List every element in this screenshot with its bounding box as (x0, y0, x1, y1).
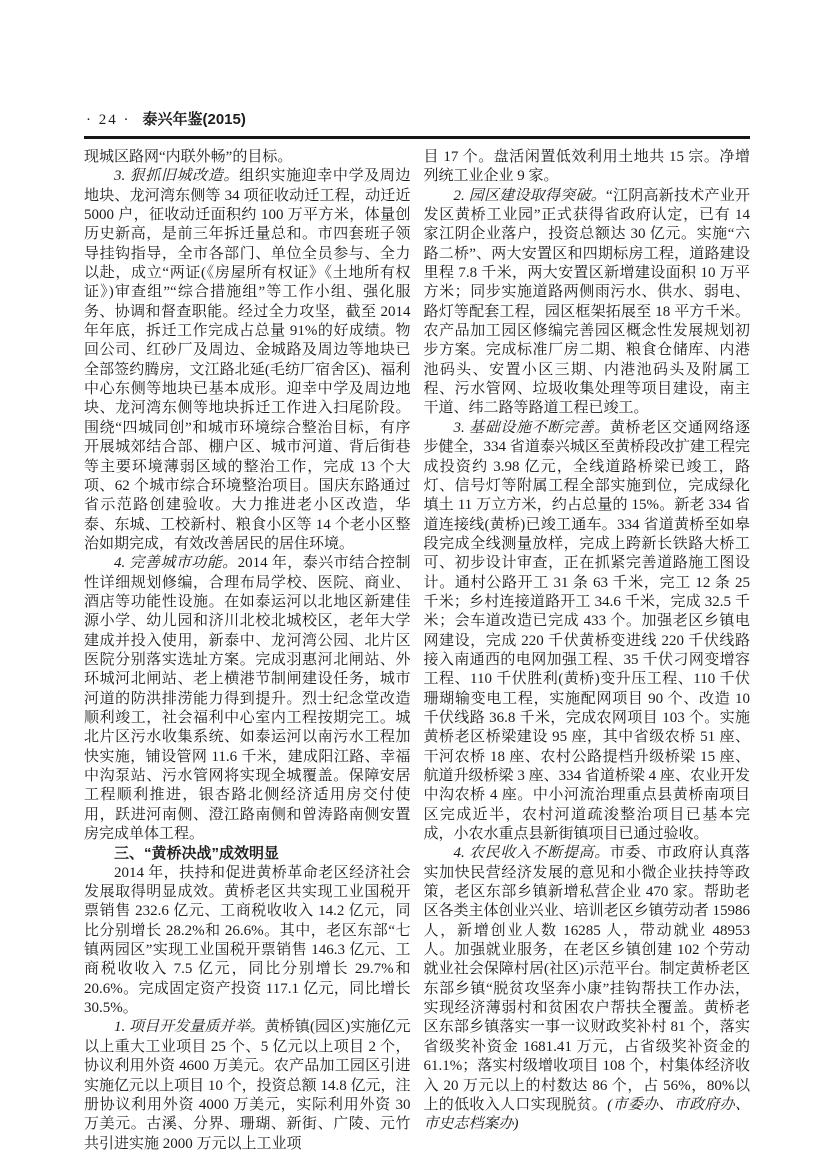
page-number: · 24 · (86, 112, 131, 128)
paragraph-lead: 1. 项目开发量质并举。 (114, 1019, 265, 1036)
book-title: 泰兴年鉴(2015) (142, 111, 246, 128)
paragraph-text: 2014 年，扶持和促进黄桥革命老区经济社会发展取得明显成效。黄桥老区共实现工业国税开票销售 232.6 亿元、工商税收收入 14.2 亿元，同比分别增长 28.2%和 26.6%。其中，老区东部“七镇两园区”实现工业国税开票销售 146.3 亿元、工商税收收入 7.5 亿元，同比分别增长 29.7%和 20.6%。完成固定资产投资 117.1 亿元，同比增长 30.5%。 (84, 864, 411, 1017)
paragraph-text: 黄桥镇(园区)实施亿元以上重大工业项目 25 个、5 亿元以上项目 2 个，协议利用外资 4600 万美元。农产品加工园区引进实施亿元以上项目 10 个，投资总额 14.8 亿元，注册协议利用外资 4000 万美元，实际利用外资 30 万美元。古溪、分界、珊瑚、新街、广陵、元竹共引进实施 2000 万元以上工业项 (84, 1019, 411, 1152)
paragraph-text: 目 17 个。盘活闲置低效利用土地共 15 宗。净增列统工业企业 9 家。 (423, 149, 750, 185)
paragraph (84, 864, 411, 1019)
paragraph-text: 2014 年，泰兴市结合控制性详细规划修编，合理布局学校、医院、商业、酒店等功能性设施。在如泰运河以北地区新建佳源小学、幼儿园和济川北校北城校区，老年大学建成并投入使用，新泰中、龙河湾公园、北片区医院分别落实选址方案。完成羽惠河北闸站、外环城河北闸站、老上横港节制闸建设任务，城市河道的防洪排涝能力得到提升。烈士纪念堂改造顺利竣工，社会福利中心室内工程按期完工。城北片区污水收集系统、如泰运河以南污水工程加快实施，铺设管网 11.6 千米，建成阳江路、幸福中沟泵站、污水管网将实现全城覆盖。保障安居工程顺利推进，银杏路北侧经济适用房交付使用，跃进河南侧、澄江路南侧和曾涛路南侧安置房完成单体工程。 (84, 555, 411, 843)
paragraph (84, 1018, 411, 1153)
right-column (424, 148, 751, 1154)
paragraph-text: 黄桥老区交通网络逐步健全，334 省道泰兴城区至黄桥段改扩建工程完成投资约 3.98 亿元，全线道路桥梁已竣工，路灯、信号灯等附属工程全部实施到位，完成绿化填土 11 万立方米，约占总量的 15%。新老 334 省道连接线(黄桥)已竣工通车。334 省道黄桥至如皋段完成全线测量放样，完成上跨新长铁路大桥工可、初步设计审查，正在抓紧完善道路施工图设计。通村公路开工 31 条 63 千米，完工 12 条 25 千米；乡村连接道路开工 34.6 千米，完成 32.5 千米；会车道改造已完成 433 个。加强老区乡镇电网建设，完成 220 千伏黄桥变进线 220 千伏线路接入南通西的电网加强工程、35 千伏刁网变增容工程、110 千伏胜利(黄桥)变升压工程、110 千伏珊瑚输变电工程，实施配网项目 90 个、改造 10 千伏线路 36.8 千米，完成农网项目 103 个。实施黄桥老区桥梁建设 95 座，其中省级农桥 51 座、干河农桥 18 座、农村公路提档升级桥梁 15 座、航道升级桥梁 3 座、334 省道桥梁 4 座、农业开发中沟农桥 4 座。中小河流治理重点县黄桥南项目区完成近半，农村河道疏浚整治项目已基本完成，小农水重点县新街镇项目已通过验收。 (423, 419, 750, 843)
paragraph (84, 554, 411, 844)
paragraph-text: 组织实施迎幸中学及周边地块、龙河湾东侧等 34 项征收动迁工程，动迁近 5000 户，征收动迁面积约 100 万平方米，体量创历史新高，是前三年拆迁量总和。市四套班子领导挂钩指导，全市各部门、单位全员参与、全力以赴，成立“两证(《房屋所有权证》《土地所有权证》)审查组”“综合措施组”等工作小组、强化服务、协调和督查职能。经过全力攻坚，截至 2014 年年底，拆迁工作完成占总量 91%的好成绩。物回公司、红砂厂及周边、金城路及周边等地块已全部签约腾房，文江路北延(毛纺厂宿舍区)、福利中心东侧等地块已基本成形。迎幸中学及周边地块、龙河湾东侧等地块拆迁工作进入扫尾阶段。围绕“四城同创”和城市环境综合整治目标，有序开展城郊结合部、棚户区、城市河道、背后街巷等主要环境薄弱区域的整治工作，完成 13 个大项、62 个城市综合环境整治项目。国庆东路通过省示范路创建验收。大力推进老小区改造，华泰、东城、工校新村、粮食小区等 14 个老小区整治如期完成，有效改善居民的居住环境。 (84, 168, 411, 552)
attribution: (市委办、市政府办、市史志档案办) (423, 1096, 750, 1133)
paragraph-lead: 3. 狠抓旧城改造。 (114, 168, 240, 185)
paragraph-text: “江阴高新技术产业开发区黄桥工业园”正式获得省政府认定，已有 14 家江阴企业落户，投资总额达 30 亿元。实施“六路二桥”、两大安置区和四期标房工程，道路建设里程 7.8 千米，两大安置区新增建设面积 10 万平方米；同步实施道路两侧雨污水、供水、弱电、路灯等配套工程，园区框架拓展至 18 平方千米。农产品加工园区修编完善园区概念性发展规划初步方案。完成标准厂房二期、粮食仓储库、内港池码头、安置小区三期、内港池码头及附属工程、污水管网、垃圾收集处理等项目建设，南主干道、纬二路等路道工程已竣工。 (423, 187, 750, 417)
paragraph-lead: 4. 完善城市功能。 (114, 555, 238, 572)
text-columns (84, 148, 750, 1154)
page-header (84, 110, 750, 130)
yearbook-page (84, 110, 750, 1154)
section-heading: 三、“黄桥决战”成效明显 (114, 845, 280, 863)
left-column (84, 148, 411, 1154)
paragraph-lead: 4. 农民收入不断提高。 (453, 845, 610, 862)
paragraph-text: 市委、市政府认真落实加快民营经济发展的意见和小微企业扶持等政策，老区东部乡镇新增私营企业 470 家。帮助老区各类主体创业兴业、培训老区乡镇劳动者 15986 人，新增创业人数 16285 人，带动就业 48953 人。加强就业服务，在老区乡镇创建 102 个劳动就业社会保障村居(社区)示范平台。制定黄桥老区东部乡镇“脱贫攻坚奔小康”挂钩帮扶工作办法，实现经济薄弱村和贫困农户帮扶全覆盖。黄桥老区东部乡镇落实一事一议财政奖补村 81 个，落实省级奖补资金 1681.41 万元，占省级奖补资金的 61.1%；落实村级增收项目 108 个，村集体经济收入 20 万元以上的村数达 86 个，占 56%，80%以上的低收入人口实现脱贫。 (423, 845, 750, 1113)
header-rule (84, 136, 750, 139)
paragraph (424, 844, 751, 1134)
paragraph-continuation (424, 148, 751, 187)
paragraph-continuation (84, 148, 411, 167)
paragraph (424, 419, 751, 845)
paragraph (84, 167, 411, 554)
paragraph (424, 187, 751, 419)
paragraph-lead: 3. 基础设施不断完善。 (453, 419, 610, 436)
paragraph-text: 现城区路网“内联外畅”的目标。 (84, 149, 293, 165)
paragraph-lead: 2. 园区建设取得突破。 (453, 187, 607, 204)
